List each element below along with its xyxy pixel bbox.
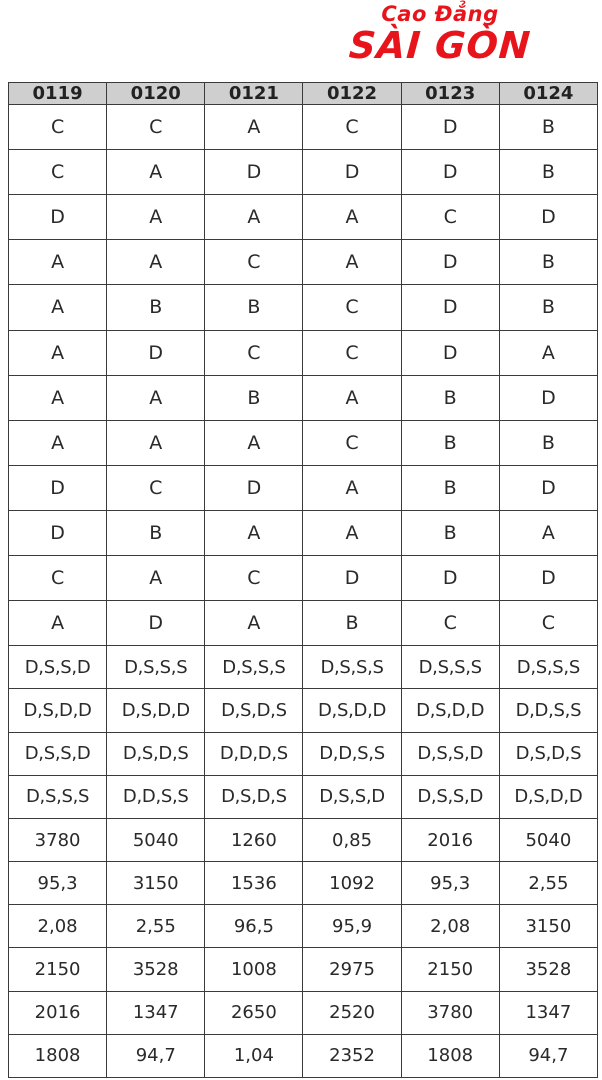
table-cell: A (9, 420, 107, 465)
table-cell: 2,55 (107, 905, 205, 948)
table-cell: 3780 (9, 818, 107, 861)
table-row (9, 556, 598, 601)
table-cell: D (9, 465, 107, 510)
logo-subtitle: Cao Đẳng (381, 2, 499, 26)
column-header: 0124 (499, 83, 597, 105)
table-cell: D (9, 195, 107, 240)
table-cell: A (303, 510, 401, 555)
table-cell: D,S,D,S (499, 732, 597, 775)
logo (320, 0, 560, 78)
table-cell: 2016 (9, 991, 107, 1034)
table-cell: 1808 (401, 1034, 499, 1077)
table-cell: A (205, 195, 303, 240)
table-cell: 2650 (205, 991, 303, 1034)
table-cell: B (205, 375, 303, 420)
table-row (9, 905, 598, 948)
table-cell: D,S,D,D (107, 689, 205, 732)
table-cell: 5040 (499, 818, 597, 861)
table-cell: 0,85 (303, 818, 401, 861)
table-row (9, 375, 598, 420)
table-cell: D,S,D,S (205, 775, 303, 818)
table-cell: C (303, 330, 401, 375)
answer-key-table-container (8, 82, 598, 1078)
table-cell: C (401, 195, 499, 240)
table-cell: C (401, 601, 499, 646)
table-cell: 2,08 (9, 905, 107, 948)
column-header: 0122 (303, 83, 401, 105)
table-cell: A (303, 195, 401, 240)
table-cell: D,D,S,S (499, 689, 597, 732)
table-cell: B (401, 465, 499, 510)
table-cell: 2150 (9, 948, 107, 991)
table-cell: D,S,S,D (9, 646, 107, 689)
table-cell: 2352 (303, 1034, 401, 1077)
table-row (9, 862, 598, 905)
table-cell: 96,5 (205, 905, 303, 948)
table-body (9, 105, 598, 1078)
table-row (9, 420, 598, 465)
table-row (9, 195, 598, 240)
table-cell: A (9, 240, 107, 285)
table-cell: D (303, 556, 401, 601)
table-cell: D (401, 240, 499, 285)
table-cell: A (9, 330, 107, 375)
table-cell: A (107, 556, 205, 601)
table-cell: D,S,S,S (303, 646, 401, 689)
table-cell: B (499, 420, 597, 465)
table-cell: A (107, 375, 205, 420)
table-cell: B (401, 375, 499, 420)
header-row (9, 83, 598, 105)
table-cell: D,S,S,D (401, 775, 499, 818)
table-cell: A (9, 601, 107, 646)
table-cell: A (107, 195, 205, 240)
table-cell: D (401, 150, 499, 195)
table-cell: 95,3 (401, 862, 499, 905)
table-cell: 94,7 (499, 1034, 597, 1077)
table-cell: 1,04 (205, 1034, 303, 1077)
table-cell: D,D,S,S (303, 732, 401, 775)
table-cell: C (303, 105, 401, 150)
table-cell: D,S,S,S (401, 646, 499, 689)
table-cell: D (205, 465, 303, 510)
table-cell: 1347 (107, 991, 205, 1034)
column-header: 0121 (205, 83, 303, 105)
table-cell: C (205, 556, 303, 601)
table-cell: B (303, 601, 401, 646)
table-cell: D,S,D,D (401, 689, 499, 732)
table-cell: A (303, 240, 401, 285)
table-cell: D (499, 465, 597, 510)
table-cell: C (107, 105, 205, 150)
table-row (9, 1034, 598, 1077)
table-row (9, 105, 598, 150)
table-cell: D,S,S,S (107, 646, 205, 689)
table-cell: C (499, 601, 597, 646)
table-row (9, 510, 598, 555)
table-cell: D (401, 105, 499, 150)
table-cell: D (107, 330, 205, 375)
table-cell: 2150 (401, 948, 499, 991)
table-cell: A (107, 240, 205, 285)
table-cell: B (107, 285, 205, 330)
table-cell: 5040 (107, 818, 205, 861)
table-cell: D,S,S,D (303, 775, 401, 818)
logo-title: SÀI GÒN (347, 24, 533, 67)
table-cell: A (107, 420, 205, 465)
table-cell: D,S,S,S (499, 646, 597, 689)
table-cell: 95,3 (9, 862, 107, 905)
table-cell: 3150 (499, 905, 597, 948)
table-cell: A (205, 105, 303, 150)
table-cell: D (499, 195, 597, 240)
table-cell: C (303, 420, 401, 465)
table-row (9, 732, 598, 775)
table-cell: D (499, 375, 597, 420)
table-cell: C (9, 105, 107, 150)
table-cell: A (107, 150, 205, 195)
table-cell: 1808 (9, 1034, 107, 1077)
table-row (9, 285, 598, 330)
table-cell: C (107, 465, 205, 510)
table-cell: 1008 (205, 948, 303, 991)
table-row (9, 775, 598, 818)
table-cell: B (499, 105, 597, 150)
table-cell: C (205, 330, 303, 375)
table-cell: 3150 (107, 862, 205, 905)
table-cell: A (205, 420, 303, 465)
table-row (9, 689, 598, 732)
table-row (9, 818, 598, 861)
table-cell: B (499, 150, 597, 195)
table-cell: D (205, 150, 303, 195)
table-cell: 1536 (205, 862, 303, 905)
table-cell: D,D,D,S (205, 732, 303, 775)
table-cell: 94,7 (107, 1034, 205, 1077)
table-cell: D,S,D,D (9, 689, 107, 732)
table-cell: 2,08 (401, 905, 499, 948)
answer-key-table (8, 82, 598, 1078)
table-cell: D,S,D,D (499, 775, 597, 818)
table-cell: D (401, 556, 499, 601)
table-cell: B (205, 285, 303, 330)
table-cell: D (9, 510, 107, 555)
table-cell: C (9, 556, 107, 601)
table-row (9, 991, 598, 1034)
table-cell: C (205, 240, 303, 285)
table-cell: D (499, 556, 597, 601)
table-cell: D (303, 150, 401, 195)
table-cell: D,S,D,D (303, 689, 401, 732)
table-row (9, 330, 598, 375)
table-cell: D,S,S,D (9, 732, 107, 775)
table-cell: 2520 (303, 991, 401, 1034)
table-cell: 3780 (401, 991, 499, 1034)
table-row (9, 601, 598, 646)
table-cell: 3528 (107, 948, 205, 991)
column-header: 0120 (107, 83, 205, 105)
table-cell: B (499, 285, 597, 330)
table-cell: D,S,S,D (401, 732, 499, 775)
table-cell: D,D,S,S (107, 775, 205, 818)
table-row (9, 150, 598, 195)
table-cell: A (499, 510, 597, 555)
table-cell: D,S,D,S (107, 732, 205, 775)
table-cell: 2016 (401, 818, 499, 861)
table-cell: C (9, 150, 107, 195)
table-cell: 1347 (499, 991, 597, 1034)
table-cell: D (401, 285, 499, 330)
table-cell: 2975 (303, 948, 401, 991)
table-cell: D,S,D,S (205, 689, 303, 732)
table-row (9, 240, 598, 285)
table-cell: 2,55 (499, 862, 597, 905)
table-cell: B (107, 510, 205, 555)
table-cell: C (303, 285, 401, 330)
column-header: 0123 (401, 83, 499, 105)
table-cell: 95,9 (303, 905, 401, 948)
table-cell: D,S,S,S (9, 775, 107, 818)
table-cell: 1092 (303, 862, 401, 905)
table-cell: A (205, 510, 303, 555)
table-row (9, 948, 598, 991)
table-cell: A (9, 285, 107, 330)
table-row (9, 646, 598, 689)
table-cell: B (499, 240, 597, 285)
table-cell: A (9, 375, 107, 420)
table-cell: B (401, 510, 499, 555)
table-cell: D (401, 330, 499, 375)
table-cell: A (303, 375, 401, 420)
table-cell: A (303, 465, 401, 510)
table-cell: D (107, 601, 205, 646)
table-cell: D,S,S,S (205, 646, 303, 689)
table-cell: 3528 (499, 948, 597, 991)
table-row (9, 465, 598, 510)
table-cell: 1260 (205, 818, 303, 861)
table-cell: A (205, 601, 303, 646)
table-cell: A (499, 330, 597, 375)
table-cell: B (401, 420, 499, 465)
column-header: 0119 (9, 83, 107, 105)
